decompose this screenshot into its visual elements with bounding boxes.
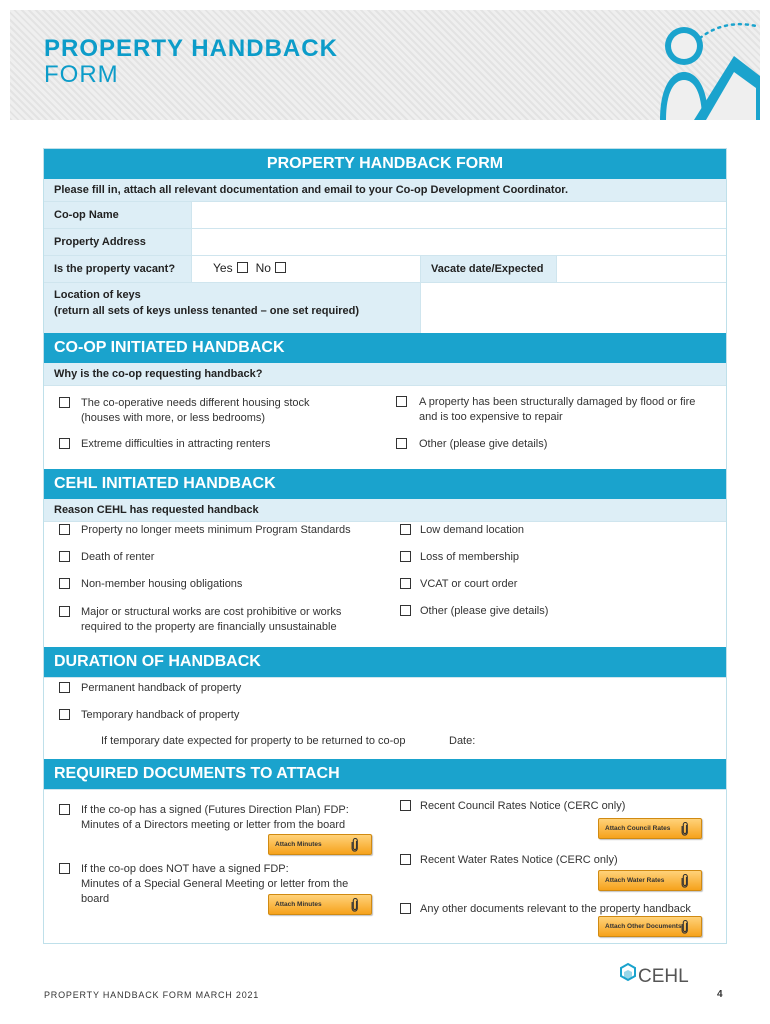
temporary-note: If temporary date expected for property to be returned to co-op	[101, 735, 406, 747]
paperclip-icon	[681, 920, 689, 934]
keys-label	[44, 283, 420, 333]
attach-minutes-label: Attach Minutes	[275, 901, 322, 908]
property-address-field[interactable]	[191, 229, 726, 255]
duration-heading: DURATION OF HANDBACK	[44, 647, 726, 677]
coop-name-field[interactable]	[191, 202, 726, 228]
fdp-signed-option	[58, 803, 349, 833]
fdp-not-signed-checkbox[interactable]	[59, 863, 70, 874]
attach-council-rates-button[interactable]	[598, 818, 702, 839]
cehl-option-line1: Low demand location	[420, 524, 524, 536]
vacant-options	[191, 256, 420, 282]
cehl-option-checkbox[interactable]	[59, 524, 70, 535]
fdp-signed-line1: If the co-op has a signed (Futures Direction Plan) FDP:	[81, 804, 349, 816]
coop-initiated-question: Why is the co-op requesting handback?	[44, 363, 726, 385]
keys-label-line2: (return all sets of keys unless tenanted – one set required)	[54, 305, 360, 317]
vacant-label: Is the property vacant?	[44, 256, 191, 282]
coop-option	[58, 437, 270, 452]
cehl-option-checkbox[interactable]	[400, 578, 411, 589]
form-instruction: Please fill in, attach all relevant documentation and email to your Co-op Development Coordinator.	[44, 179, 726, 201]
duration-temporary-option	[58, 708, 239, 723]
cehl-option-checkbox[interactable]	[59, 551, 70, 562]
council-rates-option	[399, 799, 625, 814]
cehl-option	[58, 523, 351, 538]
cehl-option-checkbox[interactable]	[59, 578, 70, 589]
paperclip-icon	[681, 822, 689, 836]
coop-option	[395, 437, 547, 452]
page-title	[44, 36, 338, 88]
keys-label-line1: Location of keys	[54, 289, 141, 301]
water-rates-checkbox[interactable]	[400, 854, 411, 865]
fdp-not-signed-line1: If the co-op does NOT have a signed FDP:	[81, 863, 289, 875]
fdp-signed-line2: Minutes of a Directors meeting or letter from the board	[81, 819, 346, 831]
water-rates-option	[399, 853, 618, 868]
footer-text: PROPERTY HANDBACK FORM MARCH 2021	[44, 990, 260, 1000]
vacate-date-field[interactable]	[556, 256, 726, 282]
no-label: No	[255, 261, 271, 275]
header-banner	[10, 10, 760, 120]
cehl-option-checkbox[interactable]	[59, 606, 70, 617]
cehl-option	[58, 550, 154, 565]
keys-field[interactable]	[420, 283, 726, 333]
cehl-option-line1: Loss of membership	[420, 551, 520, 563]
paperclip-icon	[681, 874, 689, 888]
attach-water-rates-button[interactable]	[598, 870, 702, 891]
water-rates-label: Recent Water Rates Notice (CERC only)	[420, 854, 618, 866]
coop-name-row	[44, 201, 726, 228]
cehl-initiated-heading: CEHL INITIATED HANDBACK	[44, 469, 726, 499]
cehl-option	[399, 523, 524, 538]
cehl-option	[399, 550, 519, 565]
property-address-row	[44, 228, 726, 255]
permanent-checkbox[interactable]	[59, 682, 70, 693]
cehl-logo	[618, 962, 698, 1003]
cehl-option-checkbox[interactable]	[400, 524, 411, 535]
cehl-initiated-question: Reason CEHL has requested handback	[44, 499, 726, 521]
permanent-label: Permanent handback of property	[81, 682, 242, 694]
cehl-option-line1: Other (please give details)	[420, 605, 549, 617]
coop-name-label: Co-op Name	[44, 202, 191, 228]
coop-option-checkbox[interactable]	[59, 438, 70, 449]
cehl-option	[58, 605, 341, 635]
attach-water-rates-label: Attach Water Rates	[605, 877, 665, 884]
coop-initiated-heading: CO-OP INITIATED HANDBACK	[44, 333, 726, 363]
documents-options	[44, 789, 726, 943]
vacant-row	[44, 255, 726, 282]
duration-permanent-option	[58, 681, 241, 696]
attach-other-documents-label: Attach Other Documents	[605, 923, 682, 930]
cehl-option-line1: Death of renter	[81, 551, 155, 563]
cehl-option-checkbox[interactable]	[400, 605, 411, 616]
no-checkbox[interactable]	[275, 262, 286, 273]
keys-row	[44, 282, 726, 333]
documents-heading: REQUIRED DOCUMENTS TO ATTACH	[44, 759, 726, 789]
council-rates-checkbox[interactable]	[400, 800, 411, 811]
cehl-option-line2: required to the property are financially unsustainable	[81, 621, 337, 633]
coop-option	[58, 396, 310, 426]
vacate-date-label: Vacate date/Expected	[420, 256, 556, 282]
other-docs-checkbox[interactable]	[400, 903, 411, 914]
temporary-checkbox[interactable]	[59, 709, 70, 720]
logo-wordmark: CEHL	[638, 966, 689, 987]
cehl-option-line1: Major or structural works are cost prohibitive or works	[81, 606, 342, 618]
coop-option-line2: and is too expensive to repair	[419, 411, 563, 423]
page-title-line2: FORM	[44, 61, 119, 88]
fdp-not-signed-line2: Minutes of a Special General Meeting or letter from the	[81, 878, 349, 890]
coop-option	[395, 395, 695, 425]
coop-initiated-options	[44, 385, 726, 469]
cehl-option-line1: Property no longer meets minimum Program Standards	[81, 524, 351, 536]
coop-option-line1: Extreme difficulties in attracting renters	[81, 438, 271, 450]
cehl-option	[399, 577, 517, 592]
attach-other-documents-button[interactable]	[598, 916, 702, 937]
page-title-line1: PROPERTY HANDBACK	[44, 35, 338, 62]
cehl-option	[399, 604, 548, 619]
temporary-label: Temporary handback of property	[81, 709, 240, 721]
attach-council-rates-label: Attach Council Rates	[605, 825, 671, 832]
paperclip-icon	[351, 898, 359, 912]
cehl-initiated-options	[44, 521, 726, 647]
other-docs-label: Any other documents relevant to the property handback	[420, 903, 691, 915]
coop-option-line1: The co-operative needs different housing stock	[81, 397, 310, 409]
coop-option-checkbox[interactable]	[396, 396, 407, 407]
attach-minutes-button[interactable]	[268, 834, 372, 855]
coop-option-checkbox[interactable]	[59, 397, 70, 408]
cehl-option-checkbox[interactable]	[400, 551, 411, 562]
yes-label: Yes	[213, 261, 233, 275]
coop-option-line1: A property has been structurally damaged by flood or fire	[419, 396, 696, 408]
cehl-option-line1: Non-member housing obligations	[81, 578, 243, 590]
other-docs-option	[399, 902, 691, 917]
coop-option-line2: (houses with more, or less bedrooms)	[81, 412, 266, 424]
page-number: 4	[717, 989, 723, 1000]
cehl-option-line1: VCAT or court order	[420, 578, 518, 590]
form-title: PROPERTY HANDBACK FORM	[44, 149, 726, 179]
cehl-option	[58, 577, 242, 592]
duration-options	[44, 677, 726, 759]
coop-option-line1: Other (please give details)	[419, 438, 548, 450]
attach-minutes-label: Attach Minutes	[275, 841, 322, 848]
house-person-graphic	[610, 10, 760, 120]
paperclip-icon	[351, 838, 359, 852]
handback-form	[43, 148, 727, 944]
fdp-signed-checkbox[interactable]	[59, 804, 70, 815]
temporary-date-label: Date:	[449, 735, 476, 747]
yes-checkbox[interactable]	[237, 262, 248, 273]
fdp-not-signed-line3: board	[81, 893, 110, 905]
coop-option-checkbox[interactable]	[396, 438, 407, 449]
property-address-label: Property Address	[44, 229, 191, 255]
attach-minutes-button[interactable]	[268, 894, 372, 915]
council-rates-label: Recent Council Rates Notice (CERC only)	[420, 800, 626, 812]
